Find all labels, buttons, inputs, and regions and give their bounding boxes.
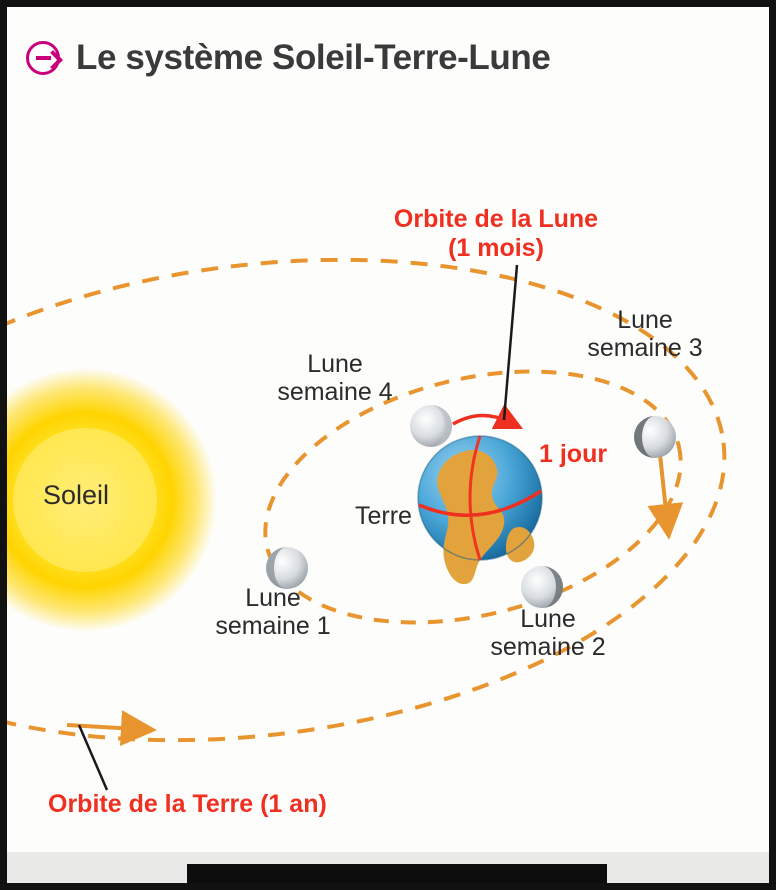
page-footer-strip bbox=[7, 852, 769, 883]
label-lune-semaine-1 bbox=[197, 584, 349, 640]
moon-week-2 bbox=[521, 566, 563, 608]
label-lune-semaine-4-line1: Lune bbox=[307, 350, 363, 378]
label-lune-semaine-2-line1: Lune bbox=[520, 605, 576, 633]
label-orbite-lune bbox=[365, 205, 627, 263]
moon-week-4 bbox=[410, 405, 452, 447]
label-lune-semaine-1-line1: Lune bbox=[245, 584, 301, 612]
label-soleil: Soleil bbox=[43, 480, 110, 510]
diagram bbox=[7, 100, 769, 852]
label-lune-semaine-2 bbox=[472, 605, 624, 661]
page-title-text: Le système Soleil-Terre-Lune bbox=[76, 38, 551, 77]
label-orbite-terre: Orbite de la Terre (1 an) bbox=[48, 790, 327, 818]
page-title bbox=[26, 38, 550, 78]
label-orbite-lune-line2: (1 mois) bbox=[448, 233, 544, 262]
moon-week-3 bbox=[634, 416, 676, 458]
label-lune-semaine-3-line1: Lune bbox=[617, 306, 673, 334]
label-lune-semaine-4-line2: semaine 4 bbox=[277, 378, 393, 406]
label-lune-semaine-1-line2: semaine 1 bbox=[215, 612, 331, 640]
label-lune-semaine-2-line2: semaine 2 bbox=[490, 633, 606, 661]
sun bbox=[7, 368, 217, 632]
rotation-arrow bbox=[453, 415, 509, 424]
label-orbite-lune-line1: Orbite de la Lune bbox=[393, 205, 599, 233]
label-lune-semaine-3 bbox=[565, 306, 725, 362]
label-lune-semaine-4 bbox=[255, 350, 415, 406]
earth bbox=[418, 436, 542, 584]
label-terre: Terre bbox=[355, 502, 412, 530]
moon-week-1 bbox=[266, 547, 308, 589]
label-lune-semaine-3-line2: semaine 3 bbox=[587, 334, 703, 362]
footer-dark-block bbox=[187, 864, 607, 883]
label-un-jour: 1 jour bbox=[539, 440, 608, 468]
arrow-circle-icon bbox=[26, 41, 60, 75]
